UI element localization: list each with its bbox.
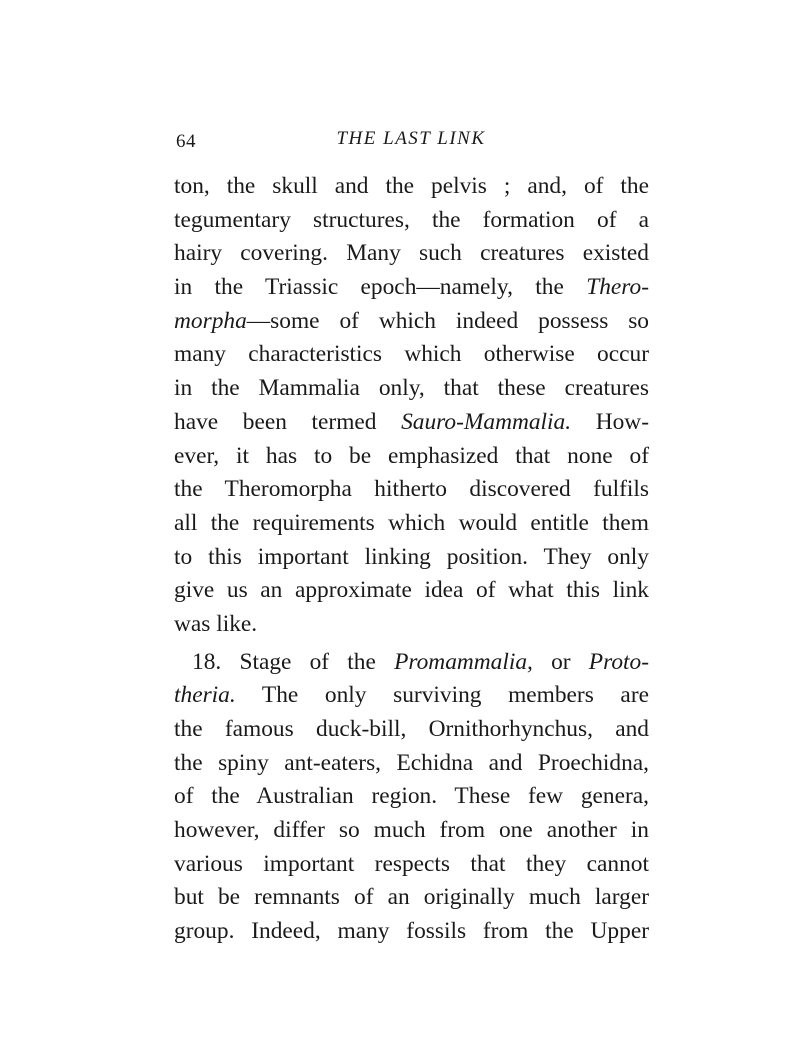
- page-number: 64: [176, 131, 196, 152]
- body-text: [174, 170, 649, 949]
- italic-text: Proto-: [588, 648, 649, 675]
- text-line: [174, 338, 649, 372]
- text-span: all the requirements which would entitle them: [174, 509, 649, 536]
- text-span: give us an approximate idea of what this link: [174, 577, 649, 604]
- text-line: [174, 507, 649, 541]
- text-line: [174, 780, 649, 814]
- text-span: but be remnants of an originally much larger: [174, 884, 649, 911]
- text-line: [174, 406, 649, 440]
- text-span: ever, it has to be emphasized that none of: [174, 442, 649, 469]
- text-span: have been termed: [174, 408, 402, 435]
- text-span: tegumentary structures, the formation of a: [174, 206, 649, 233]
- text-span: 18. Stage of the: [192, 648, 395, 675]
- text-span: How-: [571, 408, 649, 435]
- text-span: —some of which indeed possess so: [246, 307, 649, 334]
- italic-text: Sauro-Mammalia.: [401, 408, 572, 435]
- text-line: [174, 271, 649, 305]
- text-line: [174, 814, 649, 848]
- text-line: [174, 473, 649, 507]
- text-span: of the Australian region. These few genera,: [174, 783, 649, 810]
- text-line: [174, 170, 649, 204]
- text-span: in the Triassic epoch—namely, the: [174, 274, 587, 301]
- text-line: [174, 608, 649, 642]
- text-span: the Theromorpha hitherto discovered fulfils: [174, 476, 649, 503]
- text-span: ton, the skull and the pelvis ; and, of the: [174, 173, 649, 199]
- text-line: [174, 881, 649, 915]
- text-line: [174, 713, 649, 747]
- text-span: the famous duck-bill, Ornithorhynchus, and: [174, 716, 649, 742]
- italic-text: morpha: [174, 307, 247, 334]
- text-line: [174, 541, 649, 575]
- text-span: The only surviving members are: [235, 682, 649, 709]
- text-span: however, differ so much from one another in: [174, 817, 649, 844]
- text-line: [174, 679, 649, 713]
- text-line: [174, 204, 649, 238]
- text-span: to this important linking position. They only: [174, 543, 649, 570]
- running-title: THE LAST LINK: [336, 128, 486, 149]
- text-span: various important respects that they cannot: [174, 850, 649, 877]
- text-span: the spiny ant-eaters, Echidna and Proechidna,: [174, 749, 649, 776]
- text-line: [174, 305, 649, 339]
- text-line: [174, 372, 649, 406]
- text-line: [174, 440, 649, 474]
- text-line: [174, 747, 649, 781]
- text-line: [174, 237, 649, 271]
- text-span: or: [532, 648, 589, 675]
- text-span: hairy covering. Many such creatures existed: [174, 240, 649, 267]
- text-span: was like.: [174, 610, 258, 637]
- text-span: in the Mammalia only, that these creatures: [174, 375, 649, 402]
- text-line: [174, 915, 649, 949]
- italic-text: Promammalia,: [394, 648, 533, 675]
- text-span: many characteristics which otherwise occur: [174, 341, 649, 368]
- text-line: [174, 848, 649, 882]
- italic-text: theria.: [174, 682, 236, 709]
- text-span: group. Indeed, many fossils from the Upper: [174, 918, 649, 945]
- italic-text: Thero-: [586, 274, 649, 301]
- text-line: [174, 646, 649, 680]
- text-line: [174, 574, 649, 608]
